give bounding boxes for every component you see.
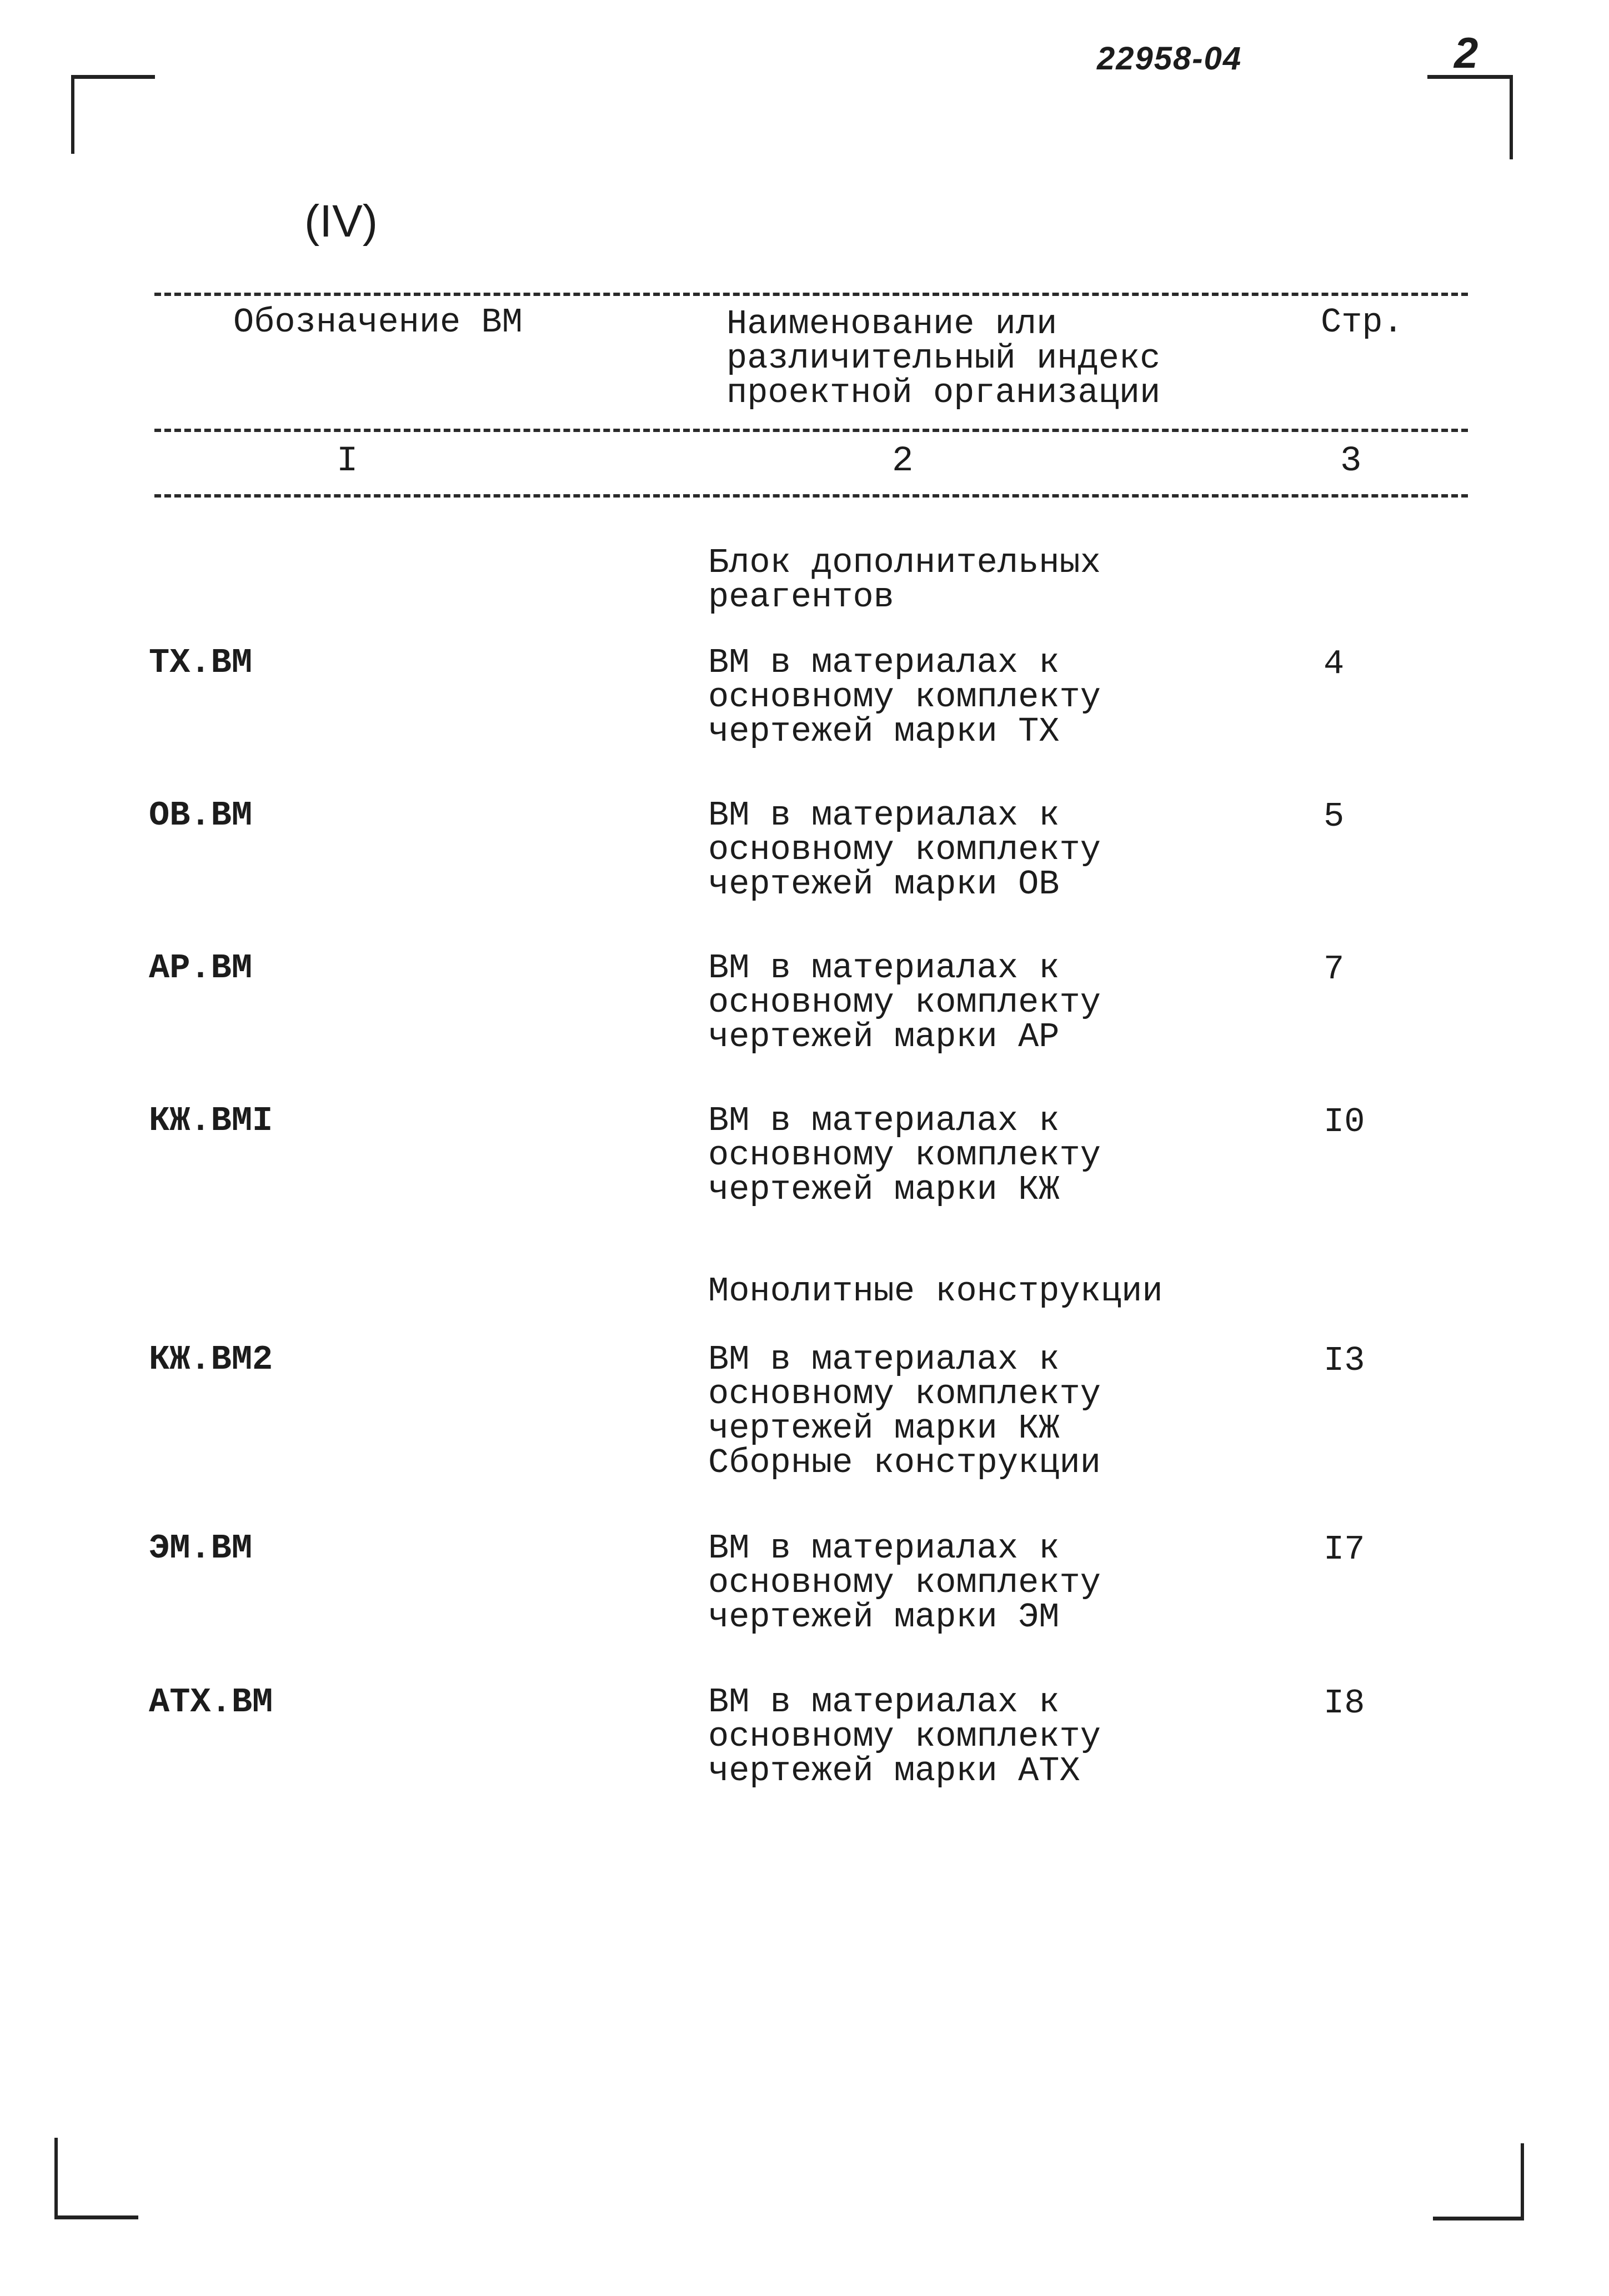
row-page: I7 xyxy=(1324,1530,1365,1569)
row-code: ОВ.ВМ xyxy=(149,796,253,835)
row-page: 4 xyxy=(1324,644,1345,684)
column-header-page: Стр. xyxy=(1321,303,1404,342)
page-number: 2 xyxy=(1454,28,1478,77)
table-number-rule xyxy=(154,494,1468,498)
column-header-designation: Обозначение ВМ xyxy=(233,303,523,342)
row-description: ВМ в материалах к основному комплекту чертежей марки КЖ xyxy=(708,1101,1101,1209)
row-code: АР.ВМ xyxy=(149,948,253,988)
section-heading-monolithic: Монолитные конструкции xyxy=(708,1272,1163,1311)
column-number-3: 3 xyxy=(1340,441,1362,481)
row-page: I0 xyxy=(1324,1102,1365,1142)
row-description: ВМ в материалах к основному комплекту чертежей марки ЭМ xyxy=(708,1529,1101,1637)
row-page: I8 xyxy=(1324,1684,1365,1723)
row-code: КЖ.ВМ2 xyxy=(149,1340,273,1379)
row-description: ВМ в материалах к основному комплекту чертежей марки КЖ Сборные конструкции xyxy=(708,1340,1101,1483)
row-description: ВМ в материалах к основному комплекту чертежей марки ТХ xyxy=(708,643,1101,751)
row-code: АТХ.ВМ xyxy=(149,1682,273,1722)
row-code: КЖ.ВМI xyxy=(149,1101,273,1141)
section-mark: (IV) xyxy=(304,196,378,247)
row-code: ТХ.ВМ xyxy=(149,643,253,682)
corner-mark-top-left xyxy=(71,75,155,154)
row-description: ВМ в материалах к основному комплекту чертежей марки АТХ xyxy=(708,1682,1101,1791)
table-top-rule xyxy=(154,293,1468,296)
document-number: 22958-04 xyxy=(1097,41,1242,77)
table-header-rule xyxy=(154,429,1468,432)
row-description: ВМ в материалах к основному комплекту чертежей марки ОВ xyxy=(708,796,1101,904)
row-page: 5 xyxy=(1324,797,1345,836)
row-description: ВМ в материалах к основному комплекту чертежей марки АР xyxy=(708,948,1101,1057)
section-heading-reagents: Блок дополнительных реагентов xyxy=(708,543,1101,617)
column-number-2: 2 xyxy=(892,441,914,481)
row-code: ЭМ.ВМ xyxy=(149,1529,253,1568)
corner-mark-bottom-left xyxy=(54,2138,138,2219)
row-page: I3 xyxy=(1324,1341,1365,1380)
row-page: 7 xyxy=(1324,949,1345,989)
corner-mark-top-right xyxy=(1427,75,1513,159)
column-number-1: I xyxy=(337,441,358,481)
column-header-name: Наименование или различительный индекс проектной организации xyxy=(726,304,1161,413)
corner-mark-bottom-right xyxy=(1433,2143,1524,2220)
